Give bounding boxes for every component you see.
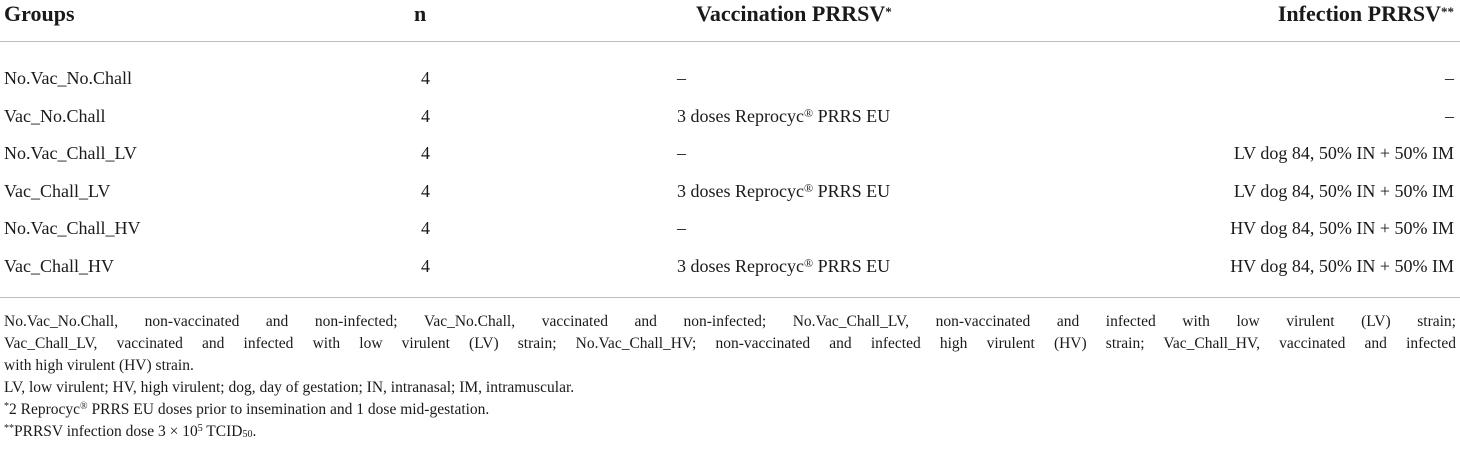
- cell-group: Vac_No.Chall: [4, 105, 106, 126]
- footnote-infection-mark: **: [4, 423, 14, 434]
- cell-vaccination: [677, 104, 890, 128]
- header-infection: [1278, 0, 1454, 28]
- table-row: [0, 66, 1460, 102]
- header-n: n: [414, 1, 427, 26]
- header-groups: Groups: [4, 1, 75, 26]
- table-row: [0, 216, 1460, 252]
- cell-n: 4: [421, 68, 430, 88]
- footnote-vaccination-text-b: PRRS EU doses prior to insemination and 1 dose mid-gestation.: [87, 401, 490, 418]
- table-bottom-rule: [0, 297, 1460, 298]
- cell-vaccination-text-a: 3 doses Reprocyc: [677, 180, 804, 201]
- cell-vaccination-text-b: PRRS EU: [813, 180, 891, 201]
- cell-vaccination-text-b: PRRS EU: [813, 255, 891, 276]
- table-row: [0, 179, 1460, 215]
- table-footnotes: [4, 311, 1456, 443]
- cell-vaccination-text-b: PRRS EU: [813, 105, 891, 126]
- footnote-infection-subscript: 50: [242, 429, 253, 440]
- header-infection-footnote-mark: **: [1441, 4, 1454, 19]
- cell-group: Vac_Chall_LV: [4, 180, 111, 201]
- cell-infection: –: [1445, 68, 1454, 88]
- header-vaccination-label: Vaccination PRRSV: [696, 1, 886, 26]
- footnote-infection-text-b: TCID: [202, 423, 243, 440]
- footnote-infection: [4, 421, 1456, 443]
- footnote-groups-line-1: No.Vac_No.Chall, non-vaccinated and non-infected; Vac_No.Chall, vaccinated and non-infected; No.Vac_Chall_LV, non-vaccinated and infected with low virulent (LV) strain;: [4, 313, 1456, 330]
- cell-vaccination-registered: ®: [803, 255, 814, 270]
- cell-vaccination: [677, 216, 686, 240]
- footnote-vaccination-text-a: 2 Reprocyc: [9, 401, 81, 418]
- cell-vaccination: [677, 66, 686, 90]
- header-rule: [0, 41, 1460, 42]
- table-row: [0, 141, 1460, 177]
- footnote-groups-line-3: with high virulent (HV) strain.: [4, 357, 194, 374]
- header-vaccination: [696, 0, 892, 28]
- cell-vaccination-text-a: –: [677, 68, 686, 88]
- cell-n: 4: [421, 255, 430, 276]
- cell-group: No.Vac_Chall_HV: [4, 218, 141, 238]
- cell-vaccination: [677, 179, 890, 203]
- footnote-infection-text-c: .: [252, 423, 257, 440]
- cell-vaccination: [677, 141, 686, 165]
- cell-vaccination: [677, 254, 890, 278]
- cell-vaccination-registered: ®: [803, 180, 814, 195]
- cell-vaccination-text-a: –: [677, 218, 686, 238]
- cell-infection: HV dog 84, 50% IN + 50% IM: [1230, 218, 1454, 238]
- cell-infection: HV dog 84, 50% IN + 50% IM: [1230, 255, 1454, 276]
- cell-vaccination-text-a: –: [677, 143, 686, 163]
- cell-vaccination-registered: ®: [803, 105, 814, 120]
- footnote-groups-line-2: Vac_Chall_LV, vaccinated and infected with low virulent (LV) strain; No.Vac_Chall_HV; non-vaccinated and infected high virulent (HV) strain; Vac_Chall_HV, vaccinated and infected: [4, 335, 1456, 352]
- cell-group: No.Vac_Chall_LV: [4, 143, 137, 163]
- cell-n: 4: [421, 180, 430, 201]
- footnote-vaccination-registered: ®: [80, 401, 88, 412]
- table-row: [0, 104, 1460, 140]
- footnote-vaccination: [4, 399, 1456, 421]
- header-vaccination-footnote-mark: *: [885, 4, 892, 19]
- footnote-infection-text-a: PRRSV infection dose 3 × 10: [14, 423, 198, 440]
- cell-infection: LV dog 84, 50% IN + 50% IM: [1233, 180, 1454, 201]
- table-row: [0, 254, 1460, 290]
- cell-vaccination-text-a: 3 doses Reprocyc: [677, 105, 804, 126]
- footnote-vaccination-mark: *: [4, 401, 9, 412]
- footnote-abbreviations: LV, low virulent; HV, high virulent; dog, day of gestation; IN, intranasal; IM, intramuscular.: [4, 379, 575, 396]
- cell-n: 4: [421, 218, 430, 238]
- cell-infection: LV dog 84, 50% IN + 50% IM: [1233, 143, 1454, 163]
- footnote-infection-exponent: 5: [197, 423, 203, 434]
- cell-n: 4: [421, 105, 430, 126]
- cell-infection: –: [1445, 105, 1454, 126]
- cell-n: 4: [421, 143, 430, 163]
- cell-group: Vac_Chall_HV: [4, 255, 114, 276]
- header-infection-label: Infection PRRSV: [1277, 1, 1441, 26]
- cell-vaccination-text-a: 3 doses Reprocyc: [677, 255, 804, 276]
- cell-group: No.Vac_No.Chall: [4, 68, 132, 88]
